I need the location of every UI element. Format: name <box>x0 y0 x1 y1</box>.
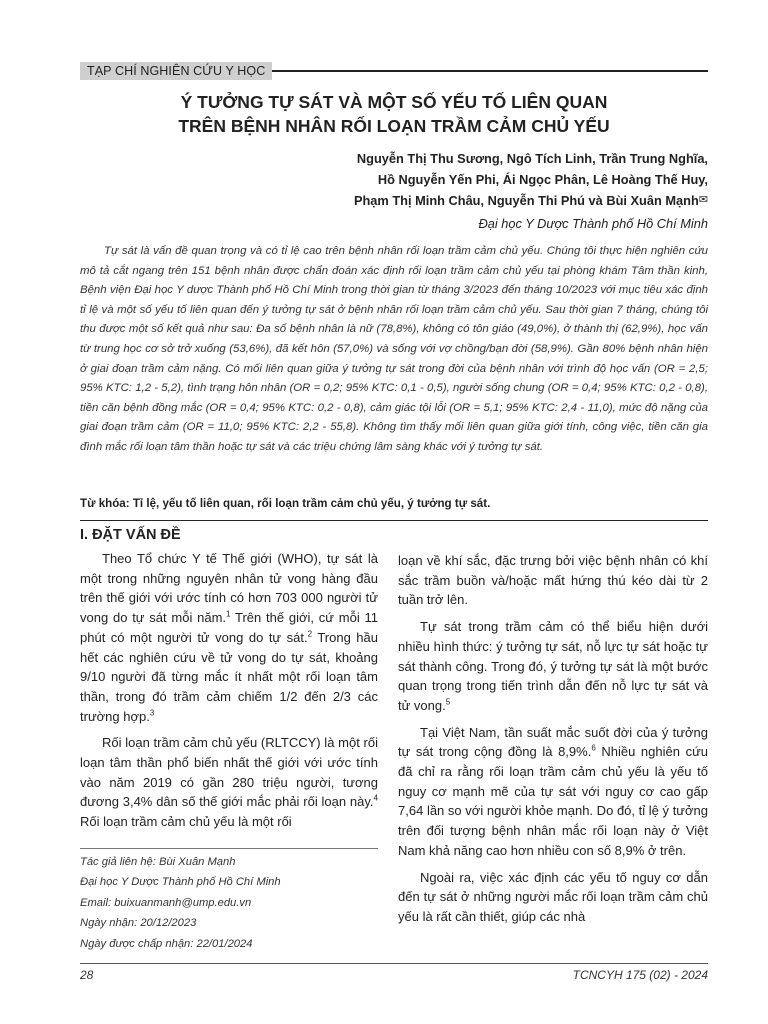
authors-line-3-wrap <box>148 190 708 211</box>
body-text: Nhiều nghiên cứu đã chỉ ra rằng rối loạn trầm cảm chủ yếu là yếu tố nguy cơ mạnh mẽ của tự sát với nguy cơ cao gấp 7,64 lần so với người khỏe mạnh. Do đó, tỉ lệ ý tưởng trên đối tượng bệnh nhân mắc rối loạn này ở Việt Nam khả năng cao hơn nhiều con số 8,9% ở trên. <box>398 744 708 858</box>
footnote-rule <box>80 848 378 849</box>
citation-ref: 2 <box>307 629 313 639</box>
section-heading: I. ĐẶT VẤN ĐỀ <box>80 527 181 543</box>
body-text: Rối loạn trầm cảm chủ yếu (RLTCCY) là một rối loạn tâm thần phổ biến nhất thế giới với ước tính vào năm 2019 có gần 280 triệu người, tương đương 3,4% dân số thế giới mắc phải rối loạn này. <box>80 735 378 810</box>
body-paragraph <box>398 868 708 927</box>
title-line-1: Ý TƯỞNG TỰ SÁT VÀ MỘT SỐ YẾU TỐ LIÊN QUAN <box>180 92 608 112</box>
body-paragraph <box>80 549 378 726</box>
abstract: Tự sát là vấn đề quan trọng và có tỉ lệ cao trên bệnh nhân rối loạn trầm cảm chủ yếu. Chúng tôi thực hiện nghiên cứu mô tả cắt ngang trên 151 bệnh nhân được chẩn đoán xác định rối loạn trầm cảm chủ yếu tại phòng khám Tâm thần kinh, Bệnh viện Đại học Y dược Thành phố Hồ Chí Minh trong thời gian từ tháng 3/2023 đến tháng 10/2023 với mục tiêu xác định tỉ lệ và một số yếu tố liên quan đến ý tưởng tự sát ở bệnh nhân rối loạn trầm cảm chủ yếu. Sau thời gian 7 tháng, chúng tôi thu được một số kết quả như sau: Đa số bệnh nhân là nữ (78,8%), không có tôn giáo (49,0%), ở thành thị (62,9%), học vấn từ trung học cơ sở trở xuống (53,6%), đã kết hôn (57,0%) và sống với vợ chồng/bạn đời (58,9%). Gần 80% bệnh nhân hiện ở giai đoạn trầm cảm nặng. Có mối liên quan giữa ý tưởng tự sát trong đời của bệnh nhân với trình độ học vấn (OR = 2,5; 95% KTC: 1,2 - 5,2), tình trạng hôn nhân (OR = 0,2; 95% KTC: 0,1 - 0,5), người sống chung (OR = 0,4; 95% KTC: 0,2 - 0,8), tiền căn bệnh đồng mắc (OR = 0,4; 95% KTC: 0,2 - 0,8), cảm giác tội lỗi (OR = 5,1; 95% KTC: 2,4 - 11,0), mức độ nặng của giai đoạn trầm cảm (OR = 11,0; 95% KTC: 2,2 - 55,8). Không tìm thấy mối liên quan giữa giới tính, công việc, tiền căn gia đình mắc rối loạn tâm thần hoặc tự sát và các triệu chứng lâm sàng khác với ý tưởng tự sát. <box>80 245 708 453</box>
authors-line-3: Phạm Thị Minh Châu, Nguyễn Thi Phú và Bùi Xuân Mạnh <box>353 193 699 208</box>
citation-ref: 4 <box>373 794 378 804</box>
citation-ref: 5 <box>445 697 451 707</box>
corresponding-email: Email: buixuanmanh@ump.edu.vn <box>80 896 252 909</box>
citation-ref: 3 <box>149 708 155 718</box>
title-line-2: TRÊN BỆNH NHÂN RỐI LOẠN TRẦM CẢM CHỦ YẾU <box>178 116 610 136</box>
affiliation: Đại học Y Dược Thành phố Hồ Chí Minh <box>478 216 708 231</box>
citation-ref: 6 <box>591 744 596 753</box>
right-column <box>398 551 708 934</box>
body-paragraph <box>398 723 708 861</box>
envelope-icon: ✉ <box>698 194 708 206</box>
body-paragraph <box>80 733 378 832</box>
body-paragraph <box>398 617 708 716</box>
journal-tag: TẠP CHÍ NGHIÊN CỨU Y HỌC <box>80 62 272 80</box>
author-list <box>148 148 708 211</box>
body-text: Theo Tổ chức Y tế Thế giới (WHO), tự sát là một trong những nguyên nhân tử vong hàng đầu trên thế giới với ước tính có hơn 703 000 người tử vong do tự sát mỗi năm. <box>80 551 378 626</box>
page-number: 28 <box>80 968 94 982</box>
accepted-date: Ngày được chấp nhận: 22/01/2024 <box>80 937 253 950</box>
body-text: Tại Việt Nam, tần suất mắc suốt đời của ý tưởng tự sát trong cộng đồng là 8,9%. <box>398 724 708 760</box>
journal-reference: TCNCYH 175 (02) - 2024 <box>572 968 708 982</box>
citation-ref: 1 <box>226 609 231 619</box>
authors-line-2: Hồ Nguyễn Yến Phi, Ái Ngọc Phân, Lê Hoàng Thế Huy, <box>377 172 708 187</box>
footer-rule <box>80 963 708 964</box>
received-date: Ngày nhận: 20/12/2023 <box>80 917 197 930</box>
body-text: Trong hầu hết các nghiên cứu về tử vong do tự sát, khoảng 9/10 người đã từng mắc ít nhất một rối loạn tâm thần, trong đó trầm cảm chiếm 1/2 đến 2/3 các trường hợp. <box>80 629 378 724</box>
journal-header <box>80 62 708 82</box>
article-title <box>80 90 708 138</box>
section-rule <box>80 520 708 521</box>
body-text: Trên thế giới, cứ mỗi 11 phút có một người tử vong do tự sát. <box>80 610 378 645</box>
left-column <box>80 549 378 839</box>
keywords: Từ khóa: Tỉ lệ, yếu tố liên quan, rối loạn trầm cảm chủ yếu, ý tưởng tự sát. <box>80 497 491 510</box>
corresponding-institution: Đại học Y Dược Thành phố Hồ Chí Minh <box>80 876 281 889</box>
authors-line-1: Nguyễn Thị Thu Sương, Ngô Tích Linh, Trần Trung Nghĩa, <box>356 151 708 166</box>
corresponding-author: Tác giả liên hệ: Bùi Xuân Mạnh <box>80 856 236 868</box>
correspondence-block <box>80 852 380 954</box>
body-text: Tự sát trong trầm cảm có thể biểu hiện dưới nhiều hình thức: ý tưởng tự sát, nỗ lực tự sát hoặc tự sát thành công. Trong đó, ý tưởng tự sát là một bước quan trọng trong tiến trình dẫn đến nỗ lực tự sát và tử vong. <box>398 619 708 713</box>
body-paragraph <box>398 551 708 610</box>
body-text: loạn về khí sắc, đặc trưng bởi việc bệnh nhân có khí sắc trầm buồn và/hoặc mất hứng thú kéo dài từ 2 tuần trở lên. <box>398 553 708 608</box>
body-text: Ngoài ra, việc xác định các yếu tố nguy cơ dẫn đến tự sát ở những người mắc rối loạn trầm cảm chủ yếu là rất cần thiết, giúp các nhà <box>398 869 708 924</box>
body-text: Rối loạn trầm cảm chủ yếu là một rối <box>80 814 292 830</box>
